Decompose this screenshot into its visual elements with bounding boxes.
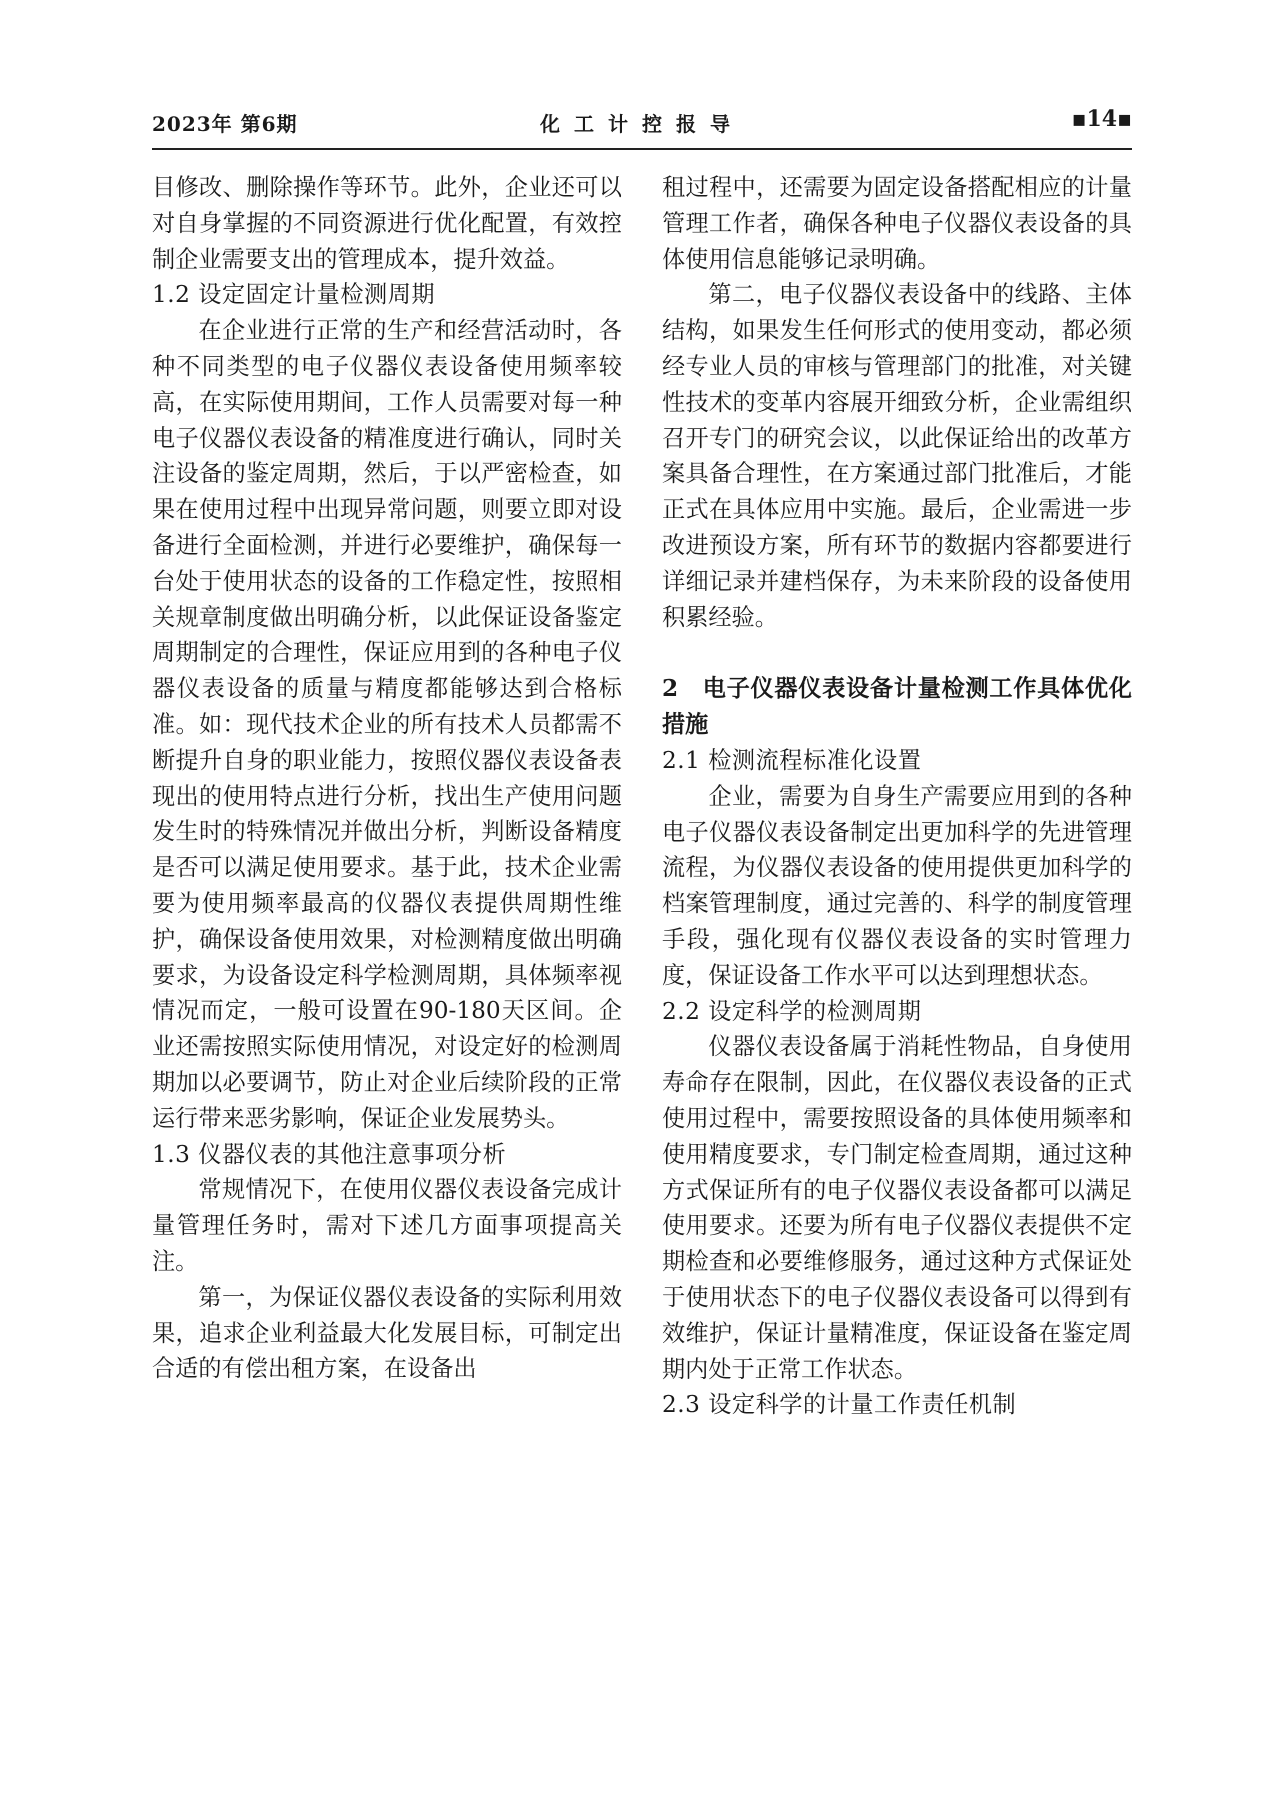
continued-paragraph: 租过程中，还需要为固定设备搭配相应的计量管理工作者，确保各种电子仪器仪表设备的具体使用信息能够记录明确。 [662,174,1132,273]
page-number: ▪14▪ [1071,106,1132,132]
subsection-heading-1-2: 1.2 设定固定计量检测周期 [152,281,436,309]
running-header [152,100,1132,140]
section-heading-2: 2 电子仪器仪表设备计量检测工作具体优化措施 [662,675,1132,739]
header-rule [152,148,1132,150]
issue-label: 2023年 第6期 [152,112,298,136]
paragraph-second: 第二，电子仪器仪表设备中的线路、主体结构，如果发生任何形式的使用变动，都必须经专业人员的审核与管理部门的批准，对关键性技术的变革内容展开细致分析，企业需组织召开专门的研究会议，以此保证给出的改革方案具备合理性，在方案通过部门批准后，才能正式在具体应用中实施。最后，企业需进一步改进预设方案，所有环节的数据内容都要进行详细记录并建档保存，为未来阶段的设备使用积累经验。 [662,281,1132,631]
paragraph-1-2: 在企业进行正常的生产和经营活动时，各种不同类型的电子仪器仪表设备使用频率较高，在实际使用期间，工作人员需要对每一种电子仪器仪表设备的精准度进行确认，同时关注设备的鉴定周期，然后，于以严密检查，如果在使用过程中出现异常问题，则要立即对设备进行全面检测，并进行必要维护，确保每一台处于使用状态的设备的工作稳定性，按照相关规章制度做出明确分析，以此保证设备鉴定周期制定的合理性，保证应用到的各种电子仪器仪表设备的质量与精度都能够达到合格标准。如：现代技术企业的所有技术人员都需不断提升自身的职业能力，按照仪器仪表设备表现出的使用特点进行分析，找出生产使用问题发生时的特殊情况并做出分析，判断设备精度是否可以满足使用要求。基于此，技术企业需要为使用频率最高的仪器仪表提供周期性维护，确保设备使用效果，对检测精度做出明确要求，为设备设定科学检测周期，具体频率视情况而定，一般可设置在90-180天区间。企业还需按照实际使用情况，对设定好的检测周期加以必要调节，防止对企业后续阶段的正常运行带来恶劣影响，保证企业发展势头。 [152,317,622,1132]
subsection-heading-2-2: 2.2 设定科学的检测周期 [662,997,922,1025]
section-gap [662,635,1132,671]
subsection-heading-2-3: 2.3 设定科学的计量工作责任机制 [662,1391,1017,1419]
right-column [662,170,1132,1423]
continued-paragraph: 目修改、删除操作等环节。此外，企业还可以对自身掌握的不同资源进行优化配置，有效控制企业需要支出的管理成本，提升效益。 [152,174,622,273]
paragraph-2-1: 企业，需要为自身生产需要应用到的各种电子仪器仪表设备制定出更加科学的先进管理流程，为仪器仪表设备的使用提供更加科学的档案管理制度，通过完善的、科学的制度管理手段，强化现有仪器仪表设备的实时管理力度，保证设备工作水平可以达到理想状态。 [662,782,1132,989]
paragraph-1-3-intro: 常规情况下，在使用仪器仪表设备完成计量管理任务时，需对下述几方面事项提高关注。 [152,1176,622,1275]
subsection-heading-2-1: 2.1 检测流程标准化设置 [662,746,922,774]
paragraph-2-2: 仪器仪表设备属于消耗性物品，自身使用寿命存在限制，因此，在仪器仪表设备的正式使用过程中，需要按照设备的具体使用频率和使用精度要求，专门制定检查周期，通过这种方式保证所有的电子仪器仪表设备都可以满足使用要求。还要为所有电子仪器仪表提供不定期检查和必要维修服务，通过这种方式保证处于使用状态下的电子仪器仪表设备可以得到有效维护，保证计量精准度，保证设备在鉴定周期内处于正常工作状态。 [662,1033,1132,1383]
journal-title: 化工计控报导 [540,112,744,136]
subsection-heading-1-3: 1.3 仪器仪表的其他注意事项分析 [152,1140,507,1168]
paragraph-1-3-first: 第一，为保证仪器仪表设备的实际利用效果，追求企业利益最大化发展目标，可制定出合适的有偿出租方案，在设备出 [152,1283,622,1383]
left-column [152,170,622,1387]
